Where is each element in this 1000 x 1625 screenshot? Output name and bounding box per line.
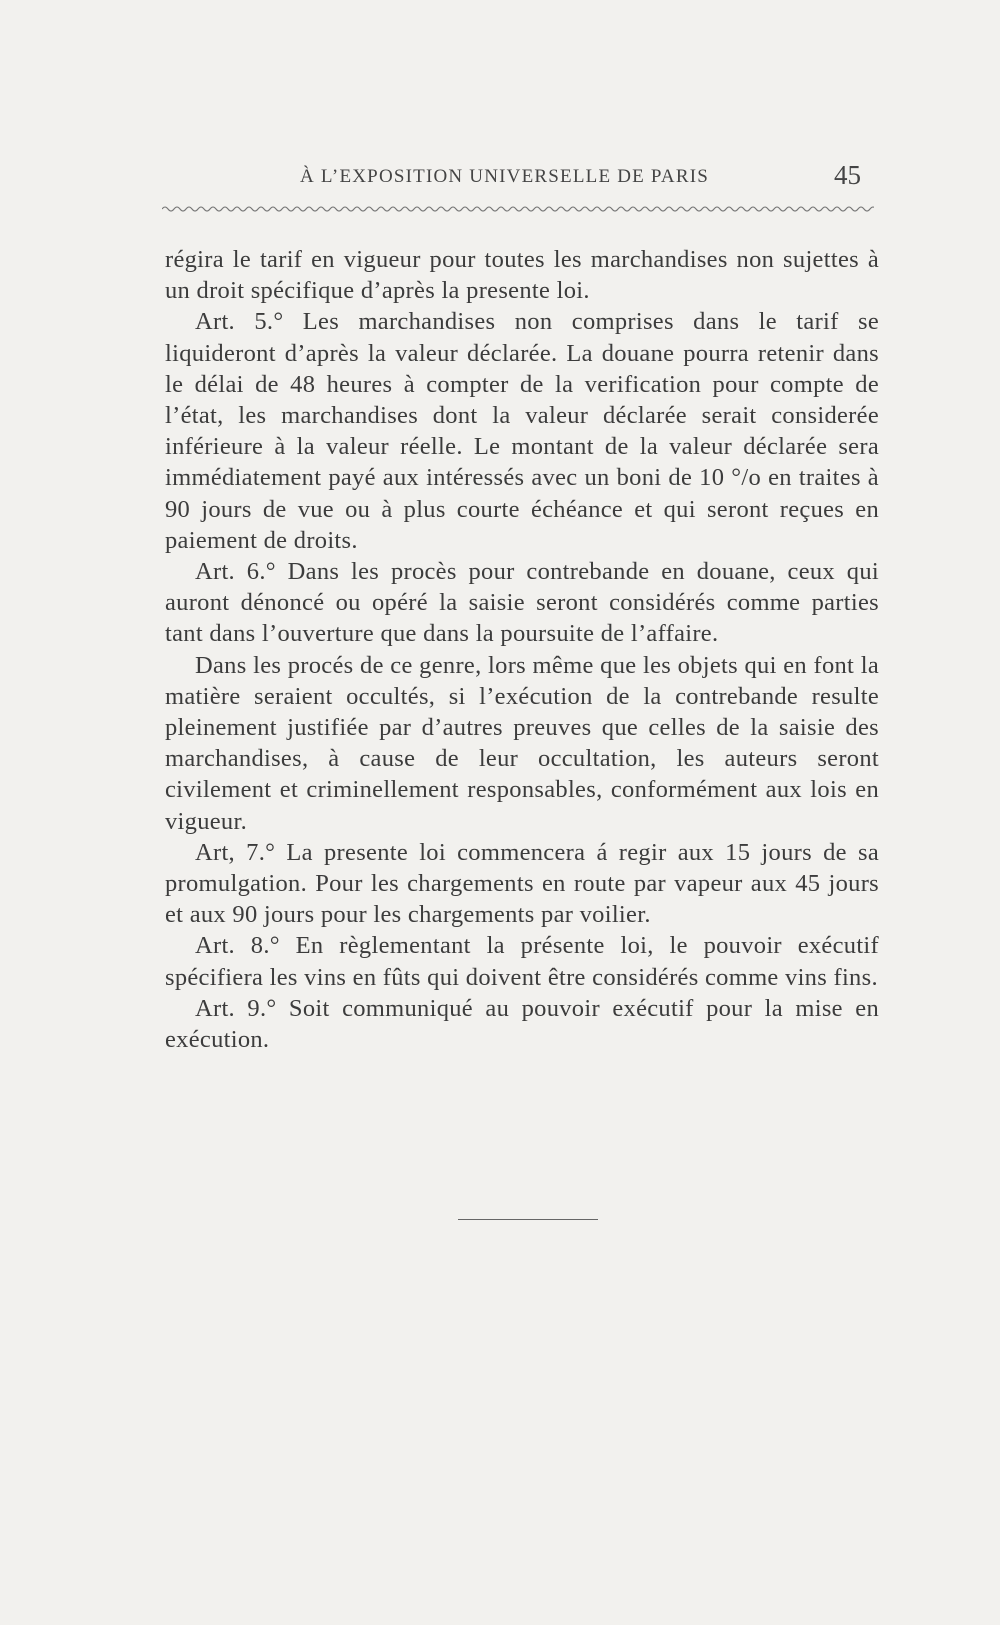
body-text: [165, 244, 879, 1055]
running-title: À L’EXPOSITION UNIVERSELLE DE PARIS: [300, 166, 709, 187]
paragraph-article-8: Art. 8.° En règlementant la présente loi, le pouvoir exécutif spécifiera les vins en fûts qui doivent être considérés comme vins fins.: [165, 932, 879, 991]
paragraph-continuation: régira le tarif en vigueur pour toutes les marchandises non sujettes à un droit spécifique d’après la presente loi.: [165, 246, 879, 305]
paragraph-article-6: Art. 6.° Dans les procès pour contrebande en douane, ceux qui auront dénoncé ou opéré la saisie seront considérés comme parties tant dans l’ouverture que dans la poursuite de l’affaire.: [165, 558, 879, 648]
closing-rule: [458, 1219, 598, 1220]
paragraph-article-6-continued: Dans les procés de ce genre, lors même que les objets qui en font la matière seraient occultés, si l’exécution de la contrebande resulte pleinement justifiée par d’autres preuves que celles de la saisie des marchandises, à cause de leur occultation, les auteurs seront civilement et criminellement responsables, conformément aux lois en vigueur.: [165, 651, 879, 835]
ornamental-rule: [162, 204, 874, 214]
paragraph-article-7: Art, 7.° La presente loi commencera á regir aux 15 jours de sa promulgation. Pour les chargements en route par vapeur aux 45 jours et aux 90 jours pour les chargements par voilier.: [165, 838, 879, 929]
paragraph-article-5: Art. 5.° Les marchandises non comprises dans le tarif se liquideront d’après la valeur déclarée. La douane pourra retenir dans le délai de 48 heures à compter de la verification pour compte de l’état, les marchandises dont la valeur déclarée serait considerée inférieure à la valeur réelle. Le montant de la valeur déclarée sera immédiatement payé aux intéressés avec un boni de 10 °/o en traites à 90 jours de vue ou à plus courte échéance et qui seront reçues en paiement de droits.: [165, 308, 879, 554]
page-number: 45: [834, 160, 861, 190]
paragraph-article-9: Art. 9.° Soit communiqué au pouvoir exécutif pour la mise en exécution.: [165, 994, 879, 1054]
